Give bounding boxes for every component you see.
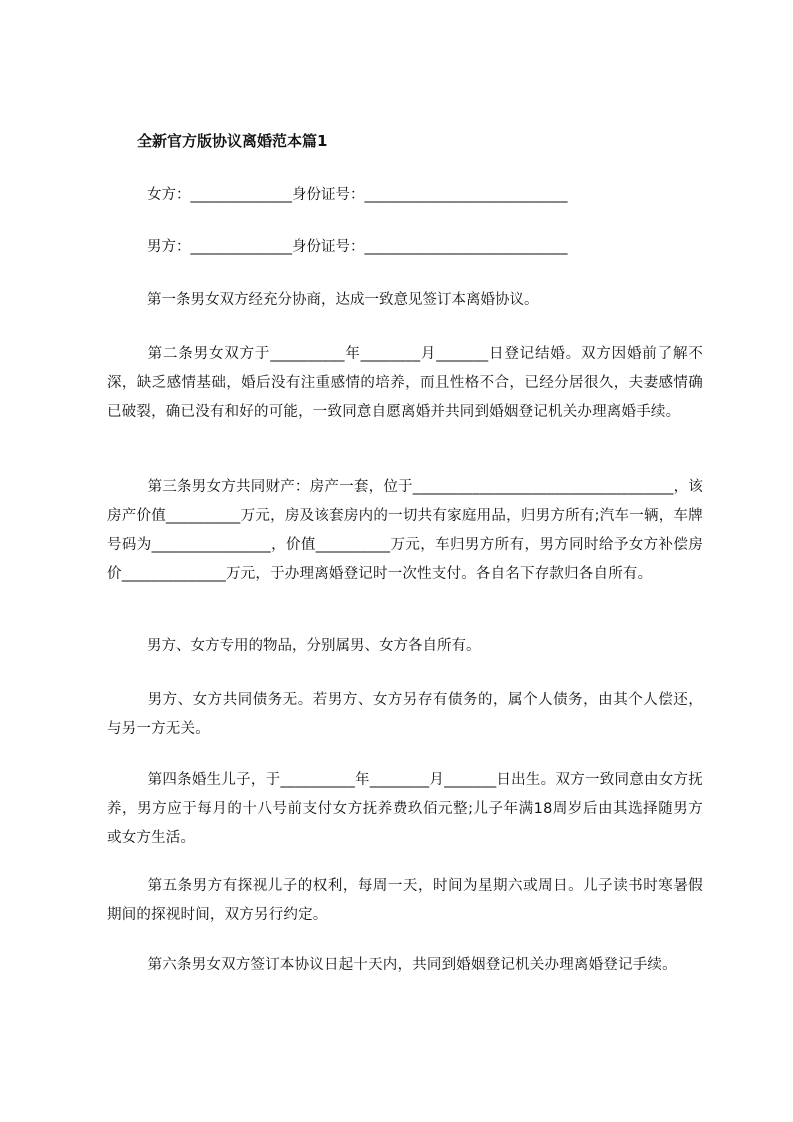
- female-party-line: 女方：______________身份证号：____________________________: [147, 187, 568, 203]
- article-5: 第五条男方有探视儿子的权利，每周一天，时间为星期六或周日。儿子读书时寒暑假期间的探视时间，双方另行约定。: [107, 878, 703, 923]
- article-3: 第三条男女方共同财产：房产一套，位于___________________________________，该房产价值__________万元，房及该套房内的一切共有家庭用品，归男方所有;汽车一辆，车牌号码为________________，价值__________万元，车归男方所有，男方同时给予女方补偿房价______________万元，于办理离婚登记时一次性支付。各自名下存款归各自所有。: [107, 479, 703, 582]
- debts-clause: 男方、女方共同债务无。若男方、女方另存有债务的，属个人债务，由其个人偿还，与另一方无关。: [107, 692, 703, 737]
- article-1: 第一条男女双方经充分协商，达成一致意见签订本离婚协议。: [147, 292, 539, 308]
- document-title: 全新官方版协议离婚范本篇1: [137, 132, 328, 150]
- article-4: 第四条婚生儿子，于__________年________月_______日出生。双方一致同意由女方抚养，男方应于每月的十八号前支付女方抚养费玖佰元整;儿子年满18周岁后由其选择随男方或女方生活。: [107, 772, 703, 846]
- male-party-line: 男方：______________身份证号：____________________________: [147, 239, 568, 255]
- personal-items-clause: 男方、女方专用的物品，分别属男、女方各自所有。: [147, 638, 481, 654]
- article-2: 第二条男女双方于__________年________月_______日登记结婚。双方因婚前了解不深，缺乏感情基础，婚后没有注重感情的培养，而且性格不合，已经分居很久，夫妻感情确已破裂，确已没有和好的可能，一致同意自愿离婚并共同到婚姻登记机关办理离婚手续。: [107, 346, 703, 420]
- article-6: 第六条男女双方签订本协议日起十天内，共同到婚姻登记机关办理离婚登记手续。: [147, 957, 677, 973]
